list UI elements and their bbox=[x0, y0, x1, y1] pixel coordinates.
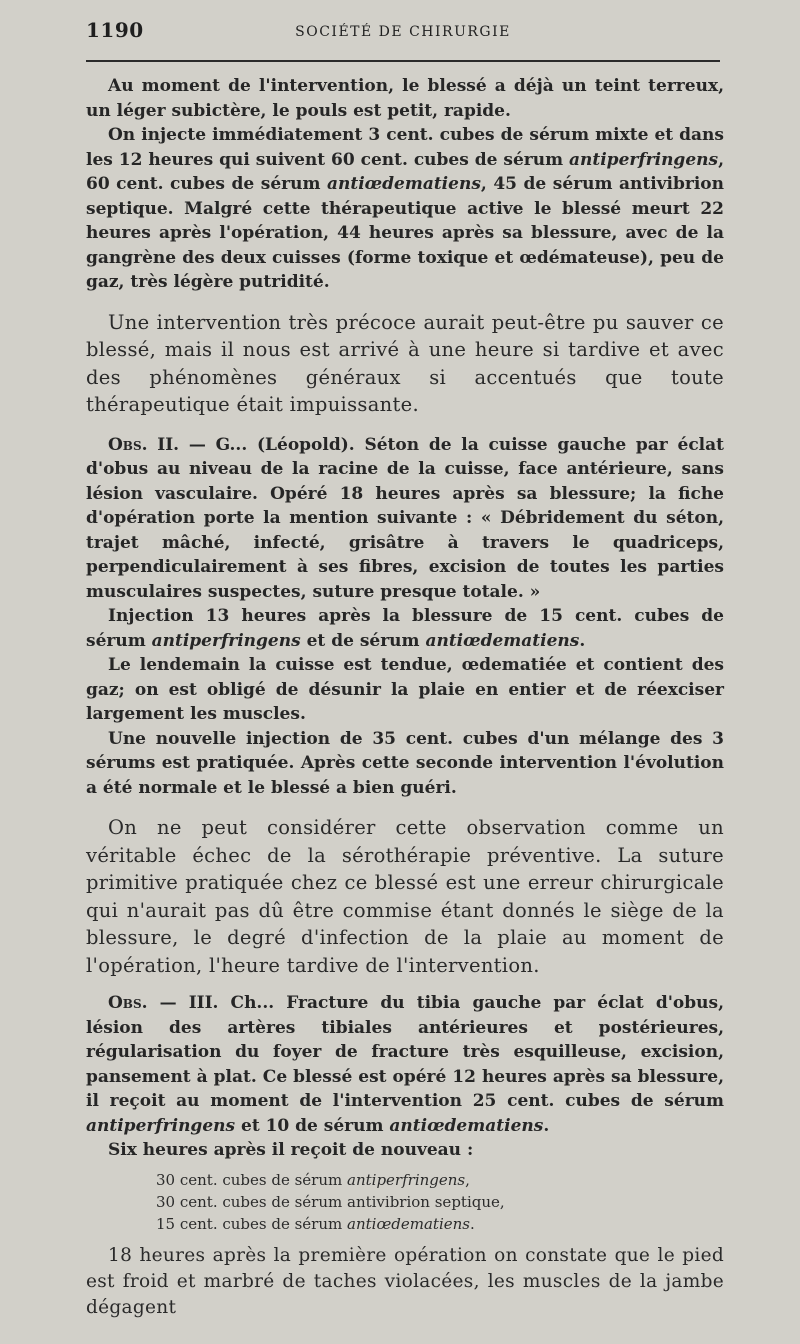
italic-term: antiperfringens bbox=[347, 1170, 466, 1189]
italic-term: antiœdematiens bbox=[347, 1214, 470, 1233]
text-run: Injection 13 heures après la blessure de 15 cent. cubes de sérum bbox=[86, 606, 724, 651]
text-run: et 10 de sérum bbox=[235, 1115, 390, 1136]
dose-line bbox=[156, 1213, 724, 1235]
observation-text: — G... (Léopold). Séton de la cuisse gauche par éclat d'obus au niveau de la racine de la cuisse, face antérieure, sans lésion vasculaire. Opéré 18 heures après sa blessure; la fiche d'opération porte la mention suivante : « Débridement du séton, trajet mâché, infecté, grisâtre à travers le quadriceps, perpendiculairement à ses fibres, excision de toutes les parties musculaires suspectes, suture presque totale. » bbox=[86, 434, 724, 602]
paragraph-1-text: Au moment de l'intervention, le blessé a déjà un teint terreux, un léger subictère, le pouls est petit, rapide. bbox=[86, 76, 724, 121]
header-rule bbox=[86, 60, 720, 62]
paragraph-10: Six heures après il reçoit de nouveau : bbox=[108, 1140, 474, 1160]
dose-text: 15 cent. cubes de sérum bbox=[156, 1214, 348, 1233]
observation-3 bbox=[86, 991, 724, 1138]
observation-label: Obs. bbox=[108, 993, 148, 1013]
text-run: et de sérum bbox=[300, 630, 426, 651]
text-run: — III. Ch... Fracture du tibia gauche par éclat d'obus, lésion des artères tibiales antérieures et postérieures, régularisation du foyer de fracture très esquilleuse, excision, pansement à plat. Ce blessé est opéré 12 heures après sa blessure, il reçoit au moment de l'intervention 25 cent. cubes de sérum bbox=[86, 993, 724, 1111]
observation-label: Obs. II. bbox=[108, 434, 180, 455]
text-run: On injecte immédiatement 3 cent. cubes de sérum mixte et dans les 12 heures qui suivent 60 cent. cubes de sérum bbox=[86, 125, 724, 170]
italic-term: antiœdematiens bbox=[425, 630, 580, 651]
paragraph-5 bbox=[86, 604, 724, 653]
text-run: . bbox=[543, 1115, 550, 1136]
paragraph-11: 18 heures après la première opération on constate que le pied est froid et marbré de taches violacées, les muscles de la jambe dégagent bbox=[86, 1244, 724, 1318]
body-text bbox=[86, 74, 724, 1321]
paragraph-3: Une intervention très précoce aurait peut-être pu sauver ce blessé, mais il nous est arrivé à une heure si tardive et avec des phénomènes généraux si accentués que toute thérapeutique était impuissante. bbox=[86, 310, 724, 416]
text-run: , 60 cent. cubes de sérum bbox=[86, 149, 724, 194]
italic-term: antiperfringens bbox=[151, 630, 301, 651]
italic-term: antiperfringens bbox=[569, 149, 719, 170]
dose-end: , bbox=[465, 1170, 470, 1189]
text-run: . bbox=[579, 630, 586, 651]
paragraph-6: Le lendemain la cuisse est tendue, œdematiée et contient des gaz; on est obligé de désunir la plaie en entier et de réexciser largement les muscles. bbox=[86, 655, 724, 724]
dose-line bbox=[156, 1191, 724, 1213]
running-title: SOCIÉTÉ DE CHIRURGIE bbox=[295, 24, 511, 40]
page-number: 1190 bbox=[86, 18, 144, 42]
text-run: , 45 de sérum antivibrion septique. Malgré cette thérapeutique active le blessé meurt 22 heures après l'opération, 44 heures après sa blessure, avec de la gangrène des deux cuisses (forme toxique et œdémateuse), peu de gaz, très légère putridité. bbox=[86, 174, 724, 292]
paragraph-2 bbox=[86, 123, 724, 295]
dose-text: 30 cent. cubes de sérum bbox=[156, 1170, 348, 1189]
dose-list bbox=[156, 1169, 724, 1235]
paragraph-1 bbox=[86, 74, 724, 123]
italic-term: antiœdematiens bbox=[389, 1115, 544, 1136]
dose-text: 30 cent. cubes de sérum antivibrion septique, bbox=[156, 1192, 505, 1211]
dose-end: . bbox=[469, 1214, 475, 1233]
italic-term: antiœdematiens bbox=[326, 174, 481, 194]
paragraph-7: Une nouvelle injection de 35 cent. cubes d'un mélange des 3 sérums est pratiquée. Après cette seconde intervention l'évolution a été normale et le blessé a bien guéri. bbox=[86, 728, 724, 798]
observation-2 bbox=[86, 433, 724, 605]
dose-line bbox=[156, 1169, 724, 1191]
italic-term: antiperfringens bbox=[86, 1115, 236, 1136]
paragraph-8: On ne peut considérer cette observation comme un véritable échec de la sérothérapie préventive. La suture primitive pratiquée chez ce blessé est une erreur chirurgicale qui n'aurait pas dû être commise étant donnés le siège de la blessure, le degré d'infection de la plaie au moment de l'opération, l'heure tardive de l'intervention. bbox=[86, 816, 724, 977]
page-header bbox=[86, 18, 720, 46]
